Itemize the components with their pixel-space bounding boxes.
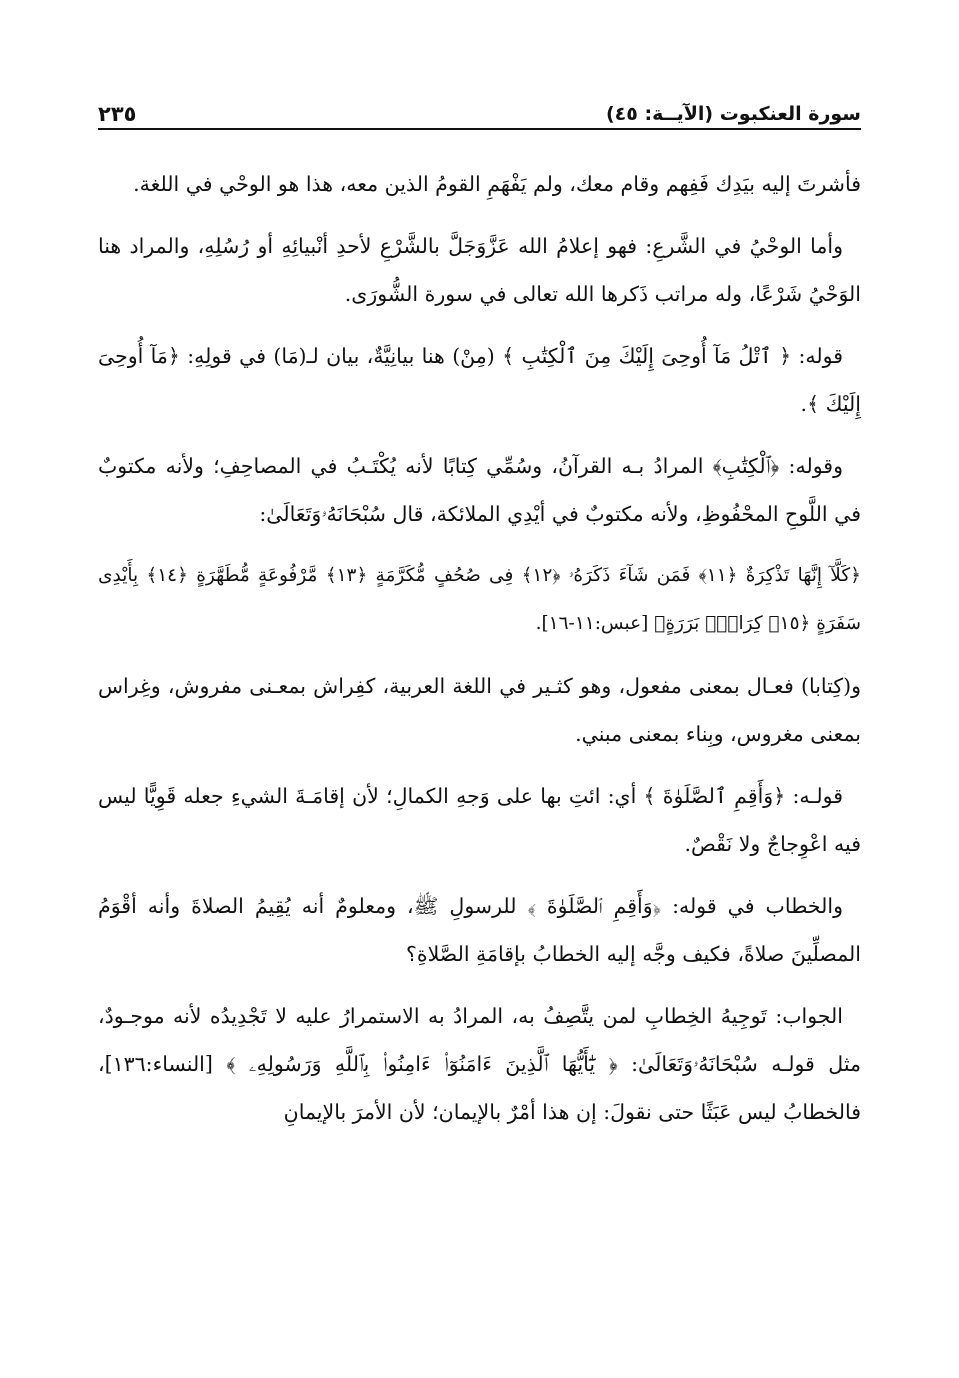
header-divider [98,128,861,130]
paragraph-kitab-meaning: وقوله: ﴿ٱلْكِتَٰبِ﴾ المرادُ بـه القرآنُ، وسُمِّي كِتابًا لأنه يُكْتَـبُ في المصاحِفِ؛ ولأنه مكتوبٌ في اللَّوحِ المحْفُوظِ، ولأنه مكتوبٌ في أيْدِي الملائكة، قال سُبْحَانَهُۥوَتَعَالَىٰ: [98,454,861,526]
paragraph-address-question: والخطاب في قوله: ﴿وَأَقِمِ ٱلصَّلَوٰةَ ﴾ للرسولِ ﷺ، ومعلومٌ أنه يُقِيمُ الصلاةَ وأنه أقْوَمُ المصلِّينَ صلاةً، فكيف وجَّه إليه الخطابُ بإقامَةِ الصَّلاةِ؟ [98,894,861,966]
paragraph-utlu-explanation: قوله: ﴿ ٱتْلُ مَآ أُوحِىَ إِلَيْكَ مِنَ ٱلْكِتَٰبِ ﴾ (مِنْ) هنا بيانِيَّةٌ، بيان لـ(مَا) في قولِهِ: ﴿مَآ أُوحِىَ إِلَيْكَ ﴾. [98,344,861,416]
paragraph-wahy-language: فأشرتَ إليه بيَدِك فَفِهم وقام معك، ولم يَفْهَمِ القومُ الذين معه، هذا هو الوحْي في اللغة. [133,172,861,196]
running-header [98,92,861,126]
page-body-text [98,160,861,1150]
surah-header-title: سورة العنكبوت (الآيــة: ٤٥) [605,103,861,125]
page-number: ٢٣٥ [98,102,137,126]
paragraph-aqim-salah: قولـه: ﴿وَأَقِمِ ٱلصَّلَوٰةَ ﴾ أي: ائتِ بها على وَجهِ الكمالِ؛ لأن إقامَـةَ الشيءِ جعله قَوِيًّا ليس فيه اعْوِجاجٌ ولا نَقْصٌ. [98,784,861,856]
paragraph-answer: الجواب: تَوجِيهُ الخِطابِ لمن يتَّصِفُ به، المرادُ به الاستمرارُ عليه لا تَجْدِيدُه لأنه موجـودٌ، مثل قولـه سُبْحَانَهُۥوَتَعَالَىٰ: ﴿ يَٰٓأَيُّهَا ٱلَّذِينَ ءَامَنُوٓا۟ ءَامِنُوا۟ بِٱللَّهِ وَرَسُولِهِۦ ﴾ [النساء:١٣٦]، فالخطابُ ليس عَبَثًا حتى نقولَ: إن هذا أمْرٌ بالإيمان؛ لأن الأمرَ بالإيمانِ [98,1004,861,1124]
paragraph-wahy-sharia: وأما الوحْيُ في الشَّرعِ: فهو إعلامُ الله عَزَّوَجَلَّ بالشَّرْعِ لأحدِ أنْبيائِهِ أو رُسُلِهِ، والمراد هنا الوَحْيُ شَرْعًا، وله مراتب ذَكرها الله تعالى في سورة الشُّورَى. [98,234,861,306]
quran-quotation-abasa: ﴿كَلَّآ إِنَّهَا تَذْكِرَةٌ ﴿١١﴾ فَمَن شَآءَ ذَكَرَهُۥ ﴿١٢﴾ فِى صُحُفٍ مُّكَرَّمَةٍ ﴿١٣﴾ مَّرْفُوعَةٍ مُّطَهَّرَةٍ ﴿١٤﴾ بِأَيْدِى سَفَرَةٍ ﴿١٥﴾ كِرَامٍۭ بَرَرَةٍ﴾ [عبس:١١-١٦]. [98,565,861,634]
paragraph-kitab-morphology: و(كِتابا) فعـال بمعنى مفعول، وهو كثـير في اللغة العربية، كفِراش بمعـنى مفروش، وغِراس بمعنى مغروس، وبِناء بمعنى مبني. [98,674,861,746]
